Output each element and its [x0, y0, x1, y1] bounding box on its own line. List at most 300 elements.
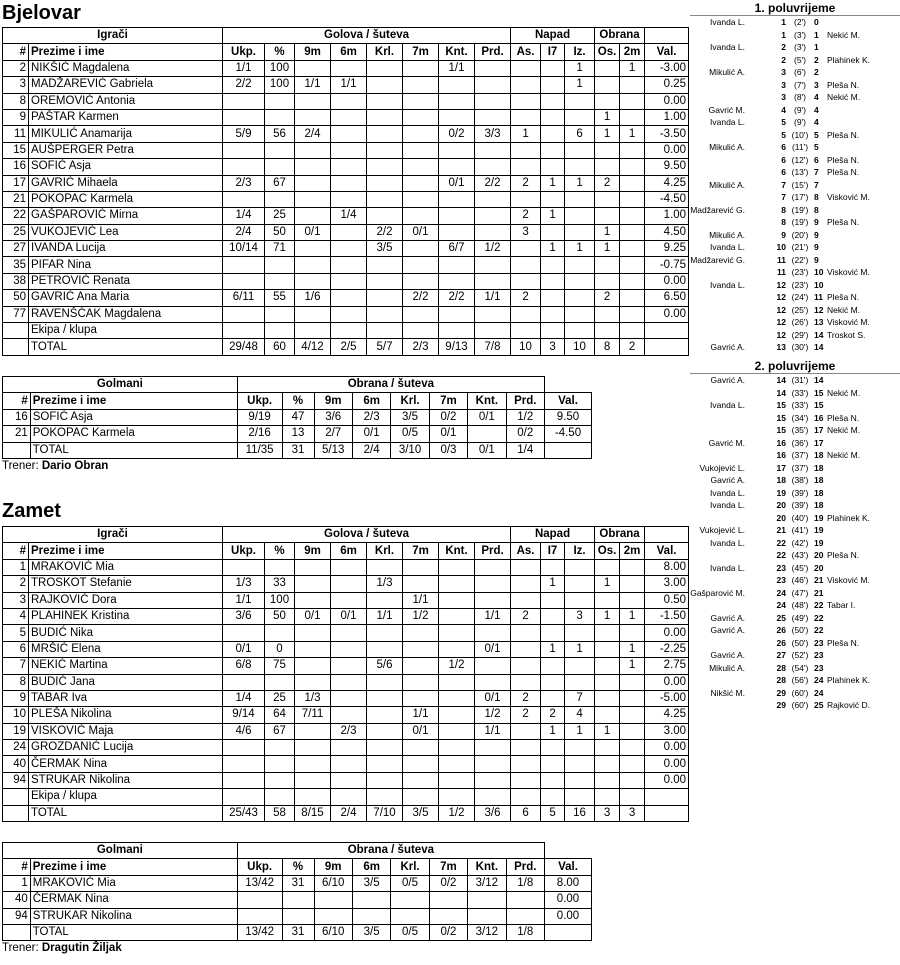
goal-event: [690, 204, 900, 216]
stat-cell: -5.00: [645, 690, 689, 706]
total-cell: 2/3: [403, 339, 439, 355]
stat-cell: [565, 306, 595, 322]
away-score: 10: [814, 267, 824, 277]
stat-cell: 1: [3, 559, 29, 575]
stat-cell: [403, 77, 439, 93]
stat-cell: 56: [265, 126, 295, 142]
home-score: 22: [776, 550, 786, 560]
stat-cell: [620, 191, 645, 207]
player-name: MRŠIĆ Elena: [29, 641, 223, 657]
away-score: 1: [814, 42, 819, 52]
stat-cell: [595, 77, 620, 93]
stat-cell: 1/2: [439, 658, 475, 674]
stat-cell: [439, 224, 475, 240]
stat-cell: 9: [3, 109, 29, 125]
stat-cell: [565, 191, 595, 207]
stat-cell: [295, 592, 331, 608]
stat-cell: 1: [620, 641, 645, 657]
stat-cell: [403, 109, 439, 125]
away-score: 23: [814, 637, 824, 648]
zamet-player-stats-table: [2, 526, 689, 822]
stat-cell: [475, 224, 511, 240]
stat-cell: [265, 674, 295, 690]
goal-minute: (39'): [791, 500, 809, 510]
stat-cell: 1/3: [295, 690, 331, 706]
home-score: 24: [776, 587, 786, 598]
stat-cell: [265, 273, 295, 289]
total-cell: [645, 805, 689, 821]
total-cell: 0/2: [429, 924, 467, 940]
home-score: 14: [776, 387, 786, 398]
home-score: 3: [781, 67, 786, 77]
stat-cell: [620, 723, 645, 739]
away-scorer: Visković M.: [827, 192, 870, 202]
home-scorer: Madžarević G.: [690, 204, 745, 215]
stat-cell: 2/7: [314, 426, 352, 442]
stat-cell: [331, 707, 367, 723]
table-row: [3, 224, 689, 240]
column-header: Ukp.: [237, 393, 282, 409]
stat-cell: [595, 641, 620, 657]
stat-cell: 67: [265, 723, 295, 739]
stat-cell: [475, 576, 511, 592]
stat-cell: [295, 306, 331, 322]
stat-cell: 0/1: [475, 690, 511, 706]
stat-cell: 1.00: [645, 208, 689, 224]
away-score: 8: [814, 192, 819, 202]
column-header: I7: [541, 543, 565, 559]
stat-cell: [331, 740, 367, 756]
stat-cell: 17: [3, 175, 29, 191]
away-score: 5: [814, 129, 819, 140]
goal-minute: (30'): [791, 342, 809, 352]
stat-cell: [475, 273, 511, 289]
defense-group-header: Obrana: [595, 28, 645, 44]
home-scorer: Mikulić A.: [709, 229, 745, 240]
column-header: 9m: [295, 44, 331, 60]
stat-cell: [403, 273, 439, 289]
player-name: PIFAR Nina: [29, 257, 223, 273]
stat-cell: 100: [265, 60, 295, 76]
goal-event: [690, 191, 900, 203]
stat-cell: 55: [265, 290, 295, 306]
goal-event: [690, 116, 900, 128]
stat-cell: [265, 789, 295, 805]
stat-cell: [595, 273, 620, 289]
stat-cell: [439, 608, 475, 624]
stat-cell: [541, 93, 565, 109]
total-cell: 10: [565, 339, 595, 355]
away-score: 12: [814, 304, 824, 315]
stat-cell: 75: [265, 658, 295, 674]
goal-event: [690, 674, 900, 686]
stat-cell: [367, 306, 403, 322]
stat-cell: [331, 109, 367, 125]
goal-minute: (3'): [793, 29, 806, 40]
stat-cell: 2/2: [403, 290, 439, 306]
goal-event: [690, 304, 900, 316]
home-score: 7: [781, 179, 786, 190]
stat-cell: [620, 273, 645, 289]
home-score: 1: [781, 17, 786, 27]
stat-cell: [403, 756, 439, 772]
stat-cell: [511, 625, 541, 641]
column-header: Ukp.: [237, 859, 282, 875]
stat-cell: [223, 159, 265, 175]
stat-cell: [265, 559, 295, 575]
goal-event: [690, 41, 900, 53]
away-score: 19: [814, 537, 824, 548]
stat-cell: [429, 908, 467, 924]
stat-cell: 2/4: [295, 126, 331, 142]
stat-cell: 6/11: [223, 290, 265, 306]
stat-cell: [295, 208, 331, 224]
stat-cell: [367, 592, 403, 608]
stat-cell: [331, 658, 367, 674]
stat-cell: 21: [3, 191, 29, 207]
home-score: 12: [776, 279, 786, 290]
home-score: 12: [776, 292, 786, 302]
stat-cell: [403, 658, 439, 674]
stat-cell: [331, 60, 367, 76]
away-scorer: Plahinek K.: [827, 675, 870, 685]
stat-cell: [511, 191, 541, 207]
stat-cell: 2: [3, 60, 29, 76]
total-cell: 1/8: [506, 924, 544, 940]
away-score: 19: [814, 525, 824, 535]
home-scorer: Ivanda L.: [710, 242, 745, 252]
player-name: Ekipa / klupa: [29, 323, 223, 339]
home-score: 6: [781, 167, 786, 177]
home-scorer: Ivanda L.: [710, 562, 745, 573]
stat-cell: 1: [595, 109, 620, 125]
goal-minute: (20'): [791, 229, 809, 240]
stat-cell: 33: [265, 576, 295, 592]
home-score: 28: [776, 675, 786, 685]
away-score: 24: [814, 675, 824, 685]
home-score: 29: [776, 700, 786, 710]
stat-cell: 1/1: [403, 707, 439, 723]
total-cell: 25/43: [223, 805, 265, 821]
player-name: GROZDANIĆ Lucija: [29, 740, 223, 756]
goal-minute: (33'): [791, 400, 809, 410]
stat-cell: [265, 142, 295, 158]
goal-event: [690, 79, 900, 91]
stat-cell: 4.25: [645, 707, 689, 723]
goal-minute: (19'): [791, 204, 809, 215]
stat-cell: [331, 142, 367, 158]
stat-cell: [565, 257, 595, 273]
table-row: [3, 559, 689, 575]
stat-cell: [565, 625, 595, 641]
stat-cell: 1/8: [506, 875, 544, 891]
stat-cell: 2: [511, 290, 541, 306]
stat-cell: [541, 674, 565, 690]
stat-cell: [439, 772, 475, 788]
stat-cell: 25: [265, 690, 295, 706]
table-row: [3, 175, 689, 191]
home-score: 23: [776, 562, 786, 573]
stat-cell: 50: [265, 608, 295, 624]
stat-cell: [295, 191, 331, 207]
player-name: VISKOVIĆ Maja: [29, 723, 223, 739]
stat-cell: [565, 674, 595, 690]
goal-minute: (60'): [791, 700, 809, 710]
away-score: 23: [814, 650, 824, 660]
stat-cell: [565, 576, 595, 592]
stat-cell: [565, 290, 595, 306]
column-header: 9m: [295, 543, 331, 559]
stat-cell: 0/1: [403, 224, 439, 240]
stat-cell: [475, 60, 511, 76]
stat-cell: [367, 93, 403, 109]
away-score: 10: [814, 279, 824, 290]
away-score: 9: [814, 254, 819, 265]
total-cell: [545, 442, 592, 458]
home-score: 28: [776, 662, 786, 673]
column-header: Iz.: [565, 44, 595, 60]
stat-cell: [645, 789, 689, 805]
stat-cell: [295, 159, 331, 175]
bjelovar-player-stats-table: [2, 27, 689, 356]
total-cell: 31: [282, 442, 314, 458]
stat-cell: [620, 740, 645, 756]
stat-cell: [223, 323, 265, 339]
stat-cell: [223, 772, 265, 788]
stat-cell: [565, 273, 595, 289]
stat-cell: 1: [565, 641, 595, 657]
goal-minute: (24'): [791, 292, 809, 302]
total-cell: 8: [595, 339, 620, 355]
stat-cell: 1/2: [506, 409, 544, 425]
total-label: TOTAL: [30, 924, 237, 940]
stat-cell: [295, 723, 331, 739]
away-score: 4: [814, 104, 819, 115]
stat-cell: 9/14: [223, 707, 265, 723]
stat-cell: [331, 126, 367, 142]
defense-group-header: Obrana: [595, 527, 645, 543]
stat-cell: [331, 159, 367, 175]
player-name: STRUKAR Nikolina: [29, 772, 223, 788]
home-scorer: Ivanda L.: [710, 42, 745, 52]
stat-cell: [475, 323, 511, 339]
away-scorer: Troskot S.: [827, 329, 866, 340]
stat-cell: [331, 257, 367, 273]
stat-cell: 2/2: [439, 290, 475, 306]
stat-cell: 0.00: [645, 142, 689, 158]
home-score: 8: [781, 217, 786, 227]
stat-cell: [331, 772, 367, 788]
stat-cell: [475, 191, 511, 207]
stat-cell: [367, 208, 403, 224]
away-score: 9: [814, 242, 819, 252]
stat-cell: [475, 789, 511, 805]
goal-event: [690, 154, 900, 166]
goal-event: [690, 437, 900, 449]
stat-cell: [295, 109, 331, 125]
stat-cell: [595, 789, 620, 805]
stat-cell: [620, 109, 645, 125]
stat-cell: 2: [595, 290, 620, 306]
away-score: 6: [814, 154, 819, 165]
away-score: 2: [814, 67, 819, 77]
home-score: 17: [776, 462, 786, 473]
stat-cell: [403, 740, 439, 756]
stat-cell: 1: [511, 126, 541, 142]
stat-cell: 1/6: [295, 290, 331, 306]
table-row: [3, 576, 689, 592]
stat-cell: [511, 559, 541, 575]
home-score: 5: [781, 129, 786, 140]
home-scorer: Gavrić A.: [710, 375, 745, 385]
stat-cell: [620, 142, 645, 158]
bjelovar-goalkeeper-stats-table: [2, 376, 592, 459]
stat-cell: [403, 674, 439, 690]
stat-cell: 3/6: [314, 409, 352, 425]
away-score: 13: [814, 317, 824, 327]
stat-cell: [265, 159, 295, 175]
goal-event: [690, 649, 900, 661]
total-cell: 13/42: [237, 924, 282, 940]
stat-cell: [439, 592, 475, 608]
stat-cell: [439, 756, 475, 772]
stat-cell: [314, 908, 352, 924]
stat-cell: [620, 674, 645, 690]
goal-minute: (21'): [791, 242, 809, 252]
stat-cell: [223, 93, 265, 109]
stat-cell: 0.00: [645, 674, 689, 690]
stat-cell: [439, 159, 475, 175]
stat-cell: [265, 772, 295, 788]
column-header: 6m: [331, 44, 367, 60]
stat-cell: 5: [3, 625, 29, 641]
stat-cell: [367, 674, 403, 690]
goal-minute: (11'): [791, 142, 809, 152]
table-row: [3, 60, 689, 76]
away-scorer: Pleša N.: [827, 637, 860, 648]
stat-cell: 8.00: [545, 875, 592, 891]
stat-cell: [367, 191, 403, 207]
stat-cell: [541, 789, 565, 805]
away-score: 2: [814, 54, 819, 65]
goal-event: [690, 129, 900, 141]
goal-event: [690, 624, 900, 636]
away-score: 24: [814, 687, 824, 698]
stat-cell: 2: [595, 175, 620, 191]
column-header: As.: [511, 543, 541, 559]
stat-cell: [403, 306, 439, 322]
player-name: MIKULIĆ Anamarija: [29, 126, 223, 142]
table-row: [3, 756, 689, 772]
coach-label: Trener:: [2, 460, 39, 472]
goal-minute: (23'): [791, 267, 809, 277]
stat-cell: [620, 592, 645, 608]
stat-cell: 0/1: [331, 608, 367, 624]
stat-cell: [541, 625, 565, 641]
stat-cell: 0/1: [429, 426, 467, 442]
total-cell: 3/12: [468, 924, 506, 940]
stat-cell: 1/1: [403, 592, 439, 608]
stat-cell: [511, 273, 541, 289]
stat-cell: [367, 772, 403, 788]
player-name: Ekipa / klupa: [29, 789, 223, 805]
stat-cell: [595, 208, 620, 224]
stat-cell: 31: [282, 875, 314, 891]
home-score: 11: [777, 254, 786, 265]
stat-cell: -0.75: [645, 257, 689, 273]
stat-cell: [541, 756, 565, 772]
stat-cell: [511, 740, 541, 756]
goals-group-header: Golova / šuteva: [223, 527, 511, 543]
total-cell: 1/2: [439, 805, 475, 821]
home-score: 18: [776, 475, 786, 485]
stat-cell: [541, 109, 565, 125]
stat-cell: [403, 625, 439, 641]
stat-cell: [620, 175, 645, 191]
total-cell: 31: [282, 924, 314, 940]
goal-event: [690, 291, 900, 303]
stat-cell: [595, 191, 620, 207]
stat-cell: [223, 142, 265, 158]
home-score: 12: [776, 304, 786, 315]
stat-cell: 1/3: [367, 576, 403, 592]
goal-event: [690, 91, 900, 103]
stat-cell: [331, 756, 367, 772]
goal-event: [690, 254, 900, 266]
goal-event: [690, 141, 900, 153]
stat-cell: -3.50: [645, 126, 689, 142]
stat-cell: [237, 892, 282, 908]
stat-cell: 0/2: [439, 126, 475, 142]
stat-cell: [367, 723, 403, 739]
home-score: 6: [781, 142, 786, 152]
away-scorer: Nekić M.: [827, 29, 861, 40]
away-scorer: Visković M.: [827, 575, 870, 585]
goal-minute: (9'): [793, 104, 806, 115]
goal-event: [690, 524, 900, 536]
column-header: Krl.: [391, 393, 429, 409]
column-header: Iz.: [565, 543, 595, 559]
home-score: 10: [776, 242, 786, 252]
saves-group-header: Obrana / šuteva: [237, 377, 544, 393]
stat-cell: [282, 908, 314, 924]
stat-cell: [331, 191, 367, 207]
stat-cell: [403, 576, 439, 592]
total-cell: 11/35: [237, 442, 282, 458]
stat-cell: 1: [595, 224, 620, 240]
goal-event: [690, 66, 900, 78]
home-score: 8: [781, 204, 786, 215]
table-row: [3, 257, 689, 273]
stat-cell: [367, 175, 403, 191]
stat-cell: [620, 290, 645, 306]
away-score: 25: [814, 700, 824, 710]
stat-cell: 1/1: [223, 592, 265, 608]
stat-cell: [541, 608, 565, 624]
stat-cell: [620, 625, 645, 641]
total-cell: 29/48: [223, 339, 265, 355]
home-scorer: Vukojević L.: [699, 525, 745, 535]
total-cell: 2/4: [331, 805, 367, 821]
stat-cell: [565, 772, 595, 788]
total-cell: 3/5: [352, 924, 390, 940]
column-header: Prezime i ime: [30, 393, 237, 409]
goal-event: [690, 637, 900, 649]
zamet-team-title: Zamet: [2, 500, 61, 522]
stat-cell: 100: [265, 77, 295, 93]
home-scorer: Ivanda L.: [710, 117, 745, 127]
column-header: Knt.: [439, 543, 475, 559]
